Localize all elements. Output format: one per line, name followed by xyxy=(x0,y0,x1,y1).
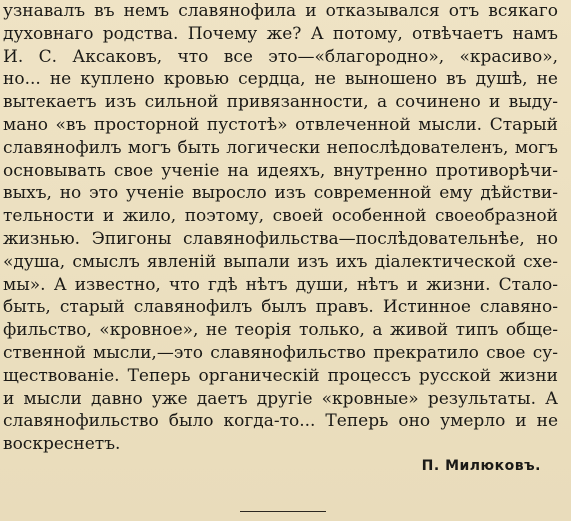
text-line: воскреснетъ. xyxy=(3,434,121,455)
text-line: мано «въ просторной пустотѣ» отвлеченной мысли. Старый xyxy=(3,114,558,135)
text-line: и мысли давно уже даетъ другіе «кровные» результаты. А xyxy=(3,388,558,409)
text-line: «душа, смыслъ явленій выпали изъ ихъ діалектической схе- xyxy=(3,251,558,272)
article-text xyxy=(3,0,558,456)
text-line: вытекаетъ изъ сильной привязанности, а сочинено и выду- xyxy=(3,92,558,113)
text-line: славянофильство было когда-то... Теперь оно умерло и не xyxy=(3,411,558,432)
text-line: но... не куплено кровью сердца, не выношено въ душѣ, не xyxy=(3,69,558,90)
text-line: основывать свое ученіе на идеяхъ, внутренно противорѣчи- xyxy=(3,160,558,181)
text-line: узнавалъ въ немъ славянофила и отказывался отъ всякаго xyxy=(3,1,558,21)
text-line: фильство, «кровное», не теорія только, а живой типъ обще- xyxy=(3,320,558,341)
text-line: ственной мысли,—это славянофильство прекратило свое су- xyxy=(3,342,558,363)
text-line: жизнью. Эпигоны славянофильства—послѣдовательнѣе, но xyxy=(3,228,558,249)
text-line: мы». А известно, что гдѣ нѣтъ души, нѣтъ и жизни. Стало- xyxy=(3,274,558,295)
text-line: тельности и жило, поэтому, своей особенной своеобразной xyxy=(3,206,558,227)
text-line: выхъ, но это ученіе выросло изъ современной ему дѣйстви- xyxy=(3,183,558,204)
text-line: славянофилъ могъ быть логически непослѣдователенъ, могъ xyxy=(3,137,558,158)
text-line: ществованіе. Теперь органическій процессъ русской жизни xyxy=(3,365,558,386)
text-line: И. С. Аксаковъ, что все это—«благородно», «красиво», xyxy=(3,46,558,67)
text-line: быть, старый славянофилъ былъ правъ. Истинное славяно- xyxy=(3,297,558,318)
author-signature: П. Милюковъ. xyxy=(421,458,541,474)
text-line: духовнаго родства. Почему же? А потому, отвѣчаетъ намъ xyxy=(3,23,558,44)
section-divider xyxy=(240,511,326,512)
